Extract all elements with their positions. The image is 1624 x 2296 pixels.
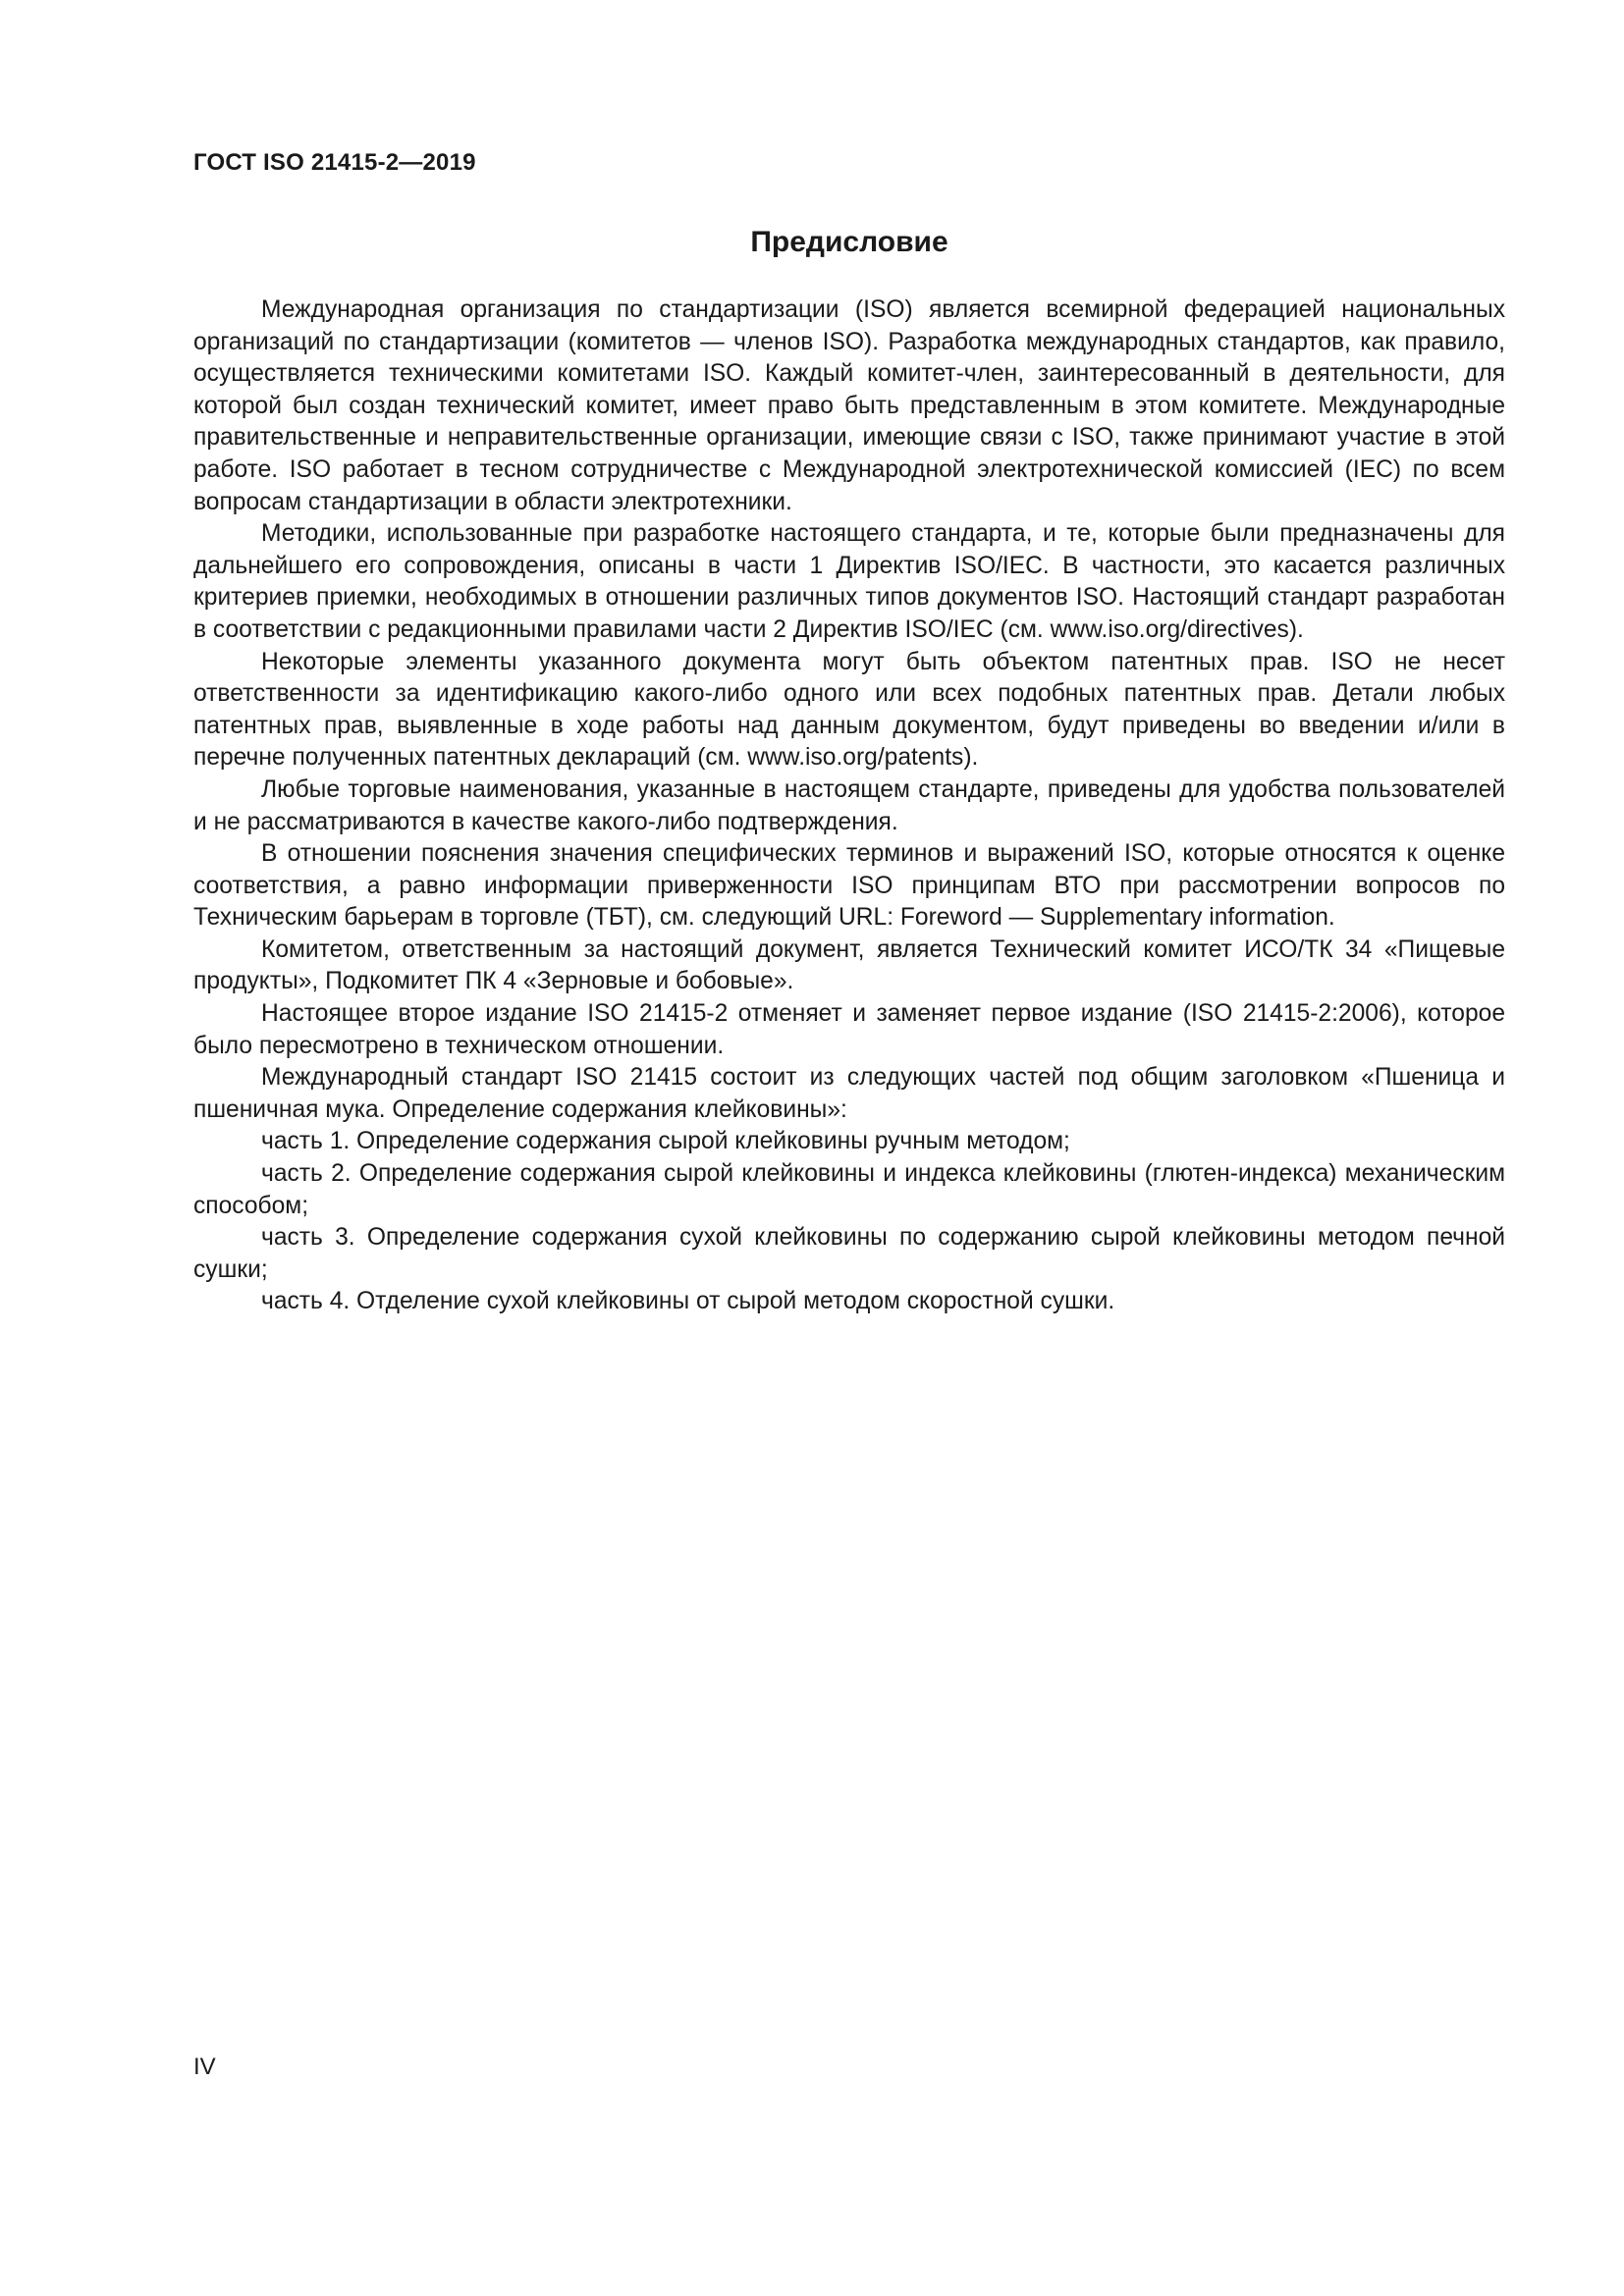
list-item-part-1: часть 1. Определение содержания сырой клейковины ручным методом; — [261, 1128, 1070, 1155]
paragraph-second-edition: Настоящее второе издание ISO 21415-2 отменяет и заменяет первое издание (ISO 21415-2:2006), которое было пересмотрено в техническом отношении. — [193, 1000, 1505, 1059]
foreword-body — [193, 294, 1505, 1318]
list-item-part-4: часть 4. Отделение сухой клейковины от сырой методом скоростной сушки. — [261, 1288, 1115, 1315]
paragraph-parts-intro: Международный стандарт ISO 21415 состоит из следующих частей под общим заголовком «Пшеница и пшеничная мука. Определение содержания клейковины»: — [193, 1064, 1505, 1123]
paragraph-trade-names: Любые торговые наименования, указанные в настоящем стандарте, приведены для удобства пользователей и не рассматриваются в качестве какого-либо подтверждения. — [193, 775, 1505, 835]
paragraph-iso-organization: Международная организация по стандартизации (ISO) является всемирной федерацией национальных организаций по стандартизации (комитетов — членов ISO). Разработка международных стандартов, как правило, осуществляется техническими комитетами ISO. Каждый комитет-член, заинтересованный в деятельности, для которой был создан технический комитет, имеет право быть представленным в этом комитете. Международные правительственные и неправительственные организации, имеющие связи с ISO, также принимают участие в этой работе. ISO работает в тесном сотрудничестве с Международной электротехнической комиссией (IEC) по всем вопросам стандартизации в области электротехники. — [193, 296, 1505, 515]
paragraph-committee: Комитетом, ответственным за настоящий документ, является Технический комитет ИСО/ТК 34 «Пищевые продукты», Подкомитет ПК 4 «Зерновые и бобовые». — [193, 935, 1505, 995]
list-item-part-2: часть 2. Определение содержания сырой клейковины и индекса клейковины (глютен-индекса) механическим способом; — [193, 1160, 1505, 1219]
paragraph-wto-terms: В отношении пояснения значения специфических терминов и выражений ISO, которые относятся к оценке соответствия, а равно информации приверженности ISO принципам ВТО при рассмотрении вопросов по Техническим барьерам в торговле (ТБТ), см. следующий URL: Foreword — Supplementary information. — [193, 840, 1505, 932]
page-title: Предисловие — [750, 226, 948, 258]
paragraph-methods: Методики, использованные при разработке настоящего стандарта, и те, которые были предназначены для дальнейшего его сопровождения, описаны в части 1 Директив ISO/IEC. В частности, это касается различных критериев приемки, необходимых в отношении различных типов документов ISO. Настоящий стандарт разработан в соответствии с редакционными правилами части 2 Директив ISO/IEC (см. www.iso.org/directives). — [193, 520, 1505, 643]
paragraph-patents: Некоторые элементы указанного документа могут быть объектом патентных прав. ISO не несет ответственности за идентификацию какого-либо одного или всех подобных патентных прав. Детали любых патентных прав, выявленные в ходе работы над данным документом, будут приведены во введении и/или в перечне полученных патентных деклараций (см. www.iso.org/patents). — [193, 648, 1505, 772]
page-number: IV — [193, 2054, 216, 2080]
document-header-code: ГОСТ ISO 21415-2—2019 — [193, 149, 476, 176]
list-item-part-3: часть 3. Определение содержания сухой клейковины по содержанию сырой клейковины методом печной сушки; — [193, 1224, 1505, 1283]
